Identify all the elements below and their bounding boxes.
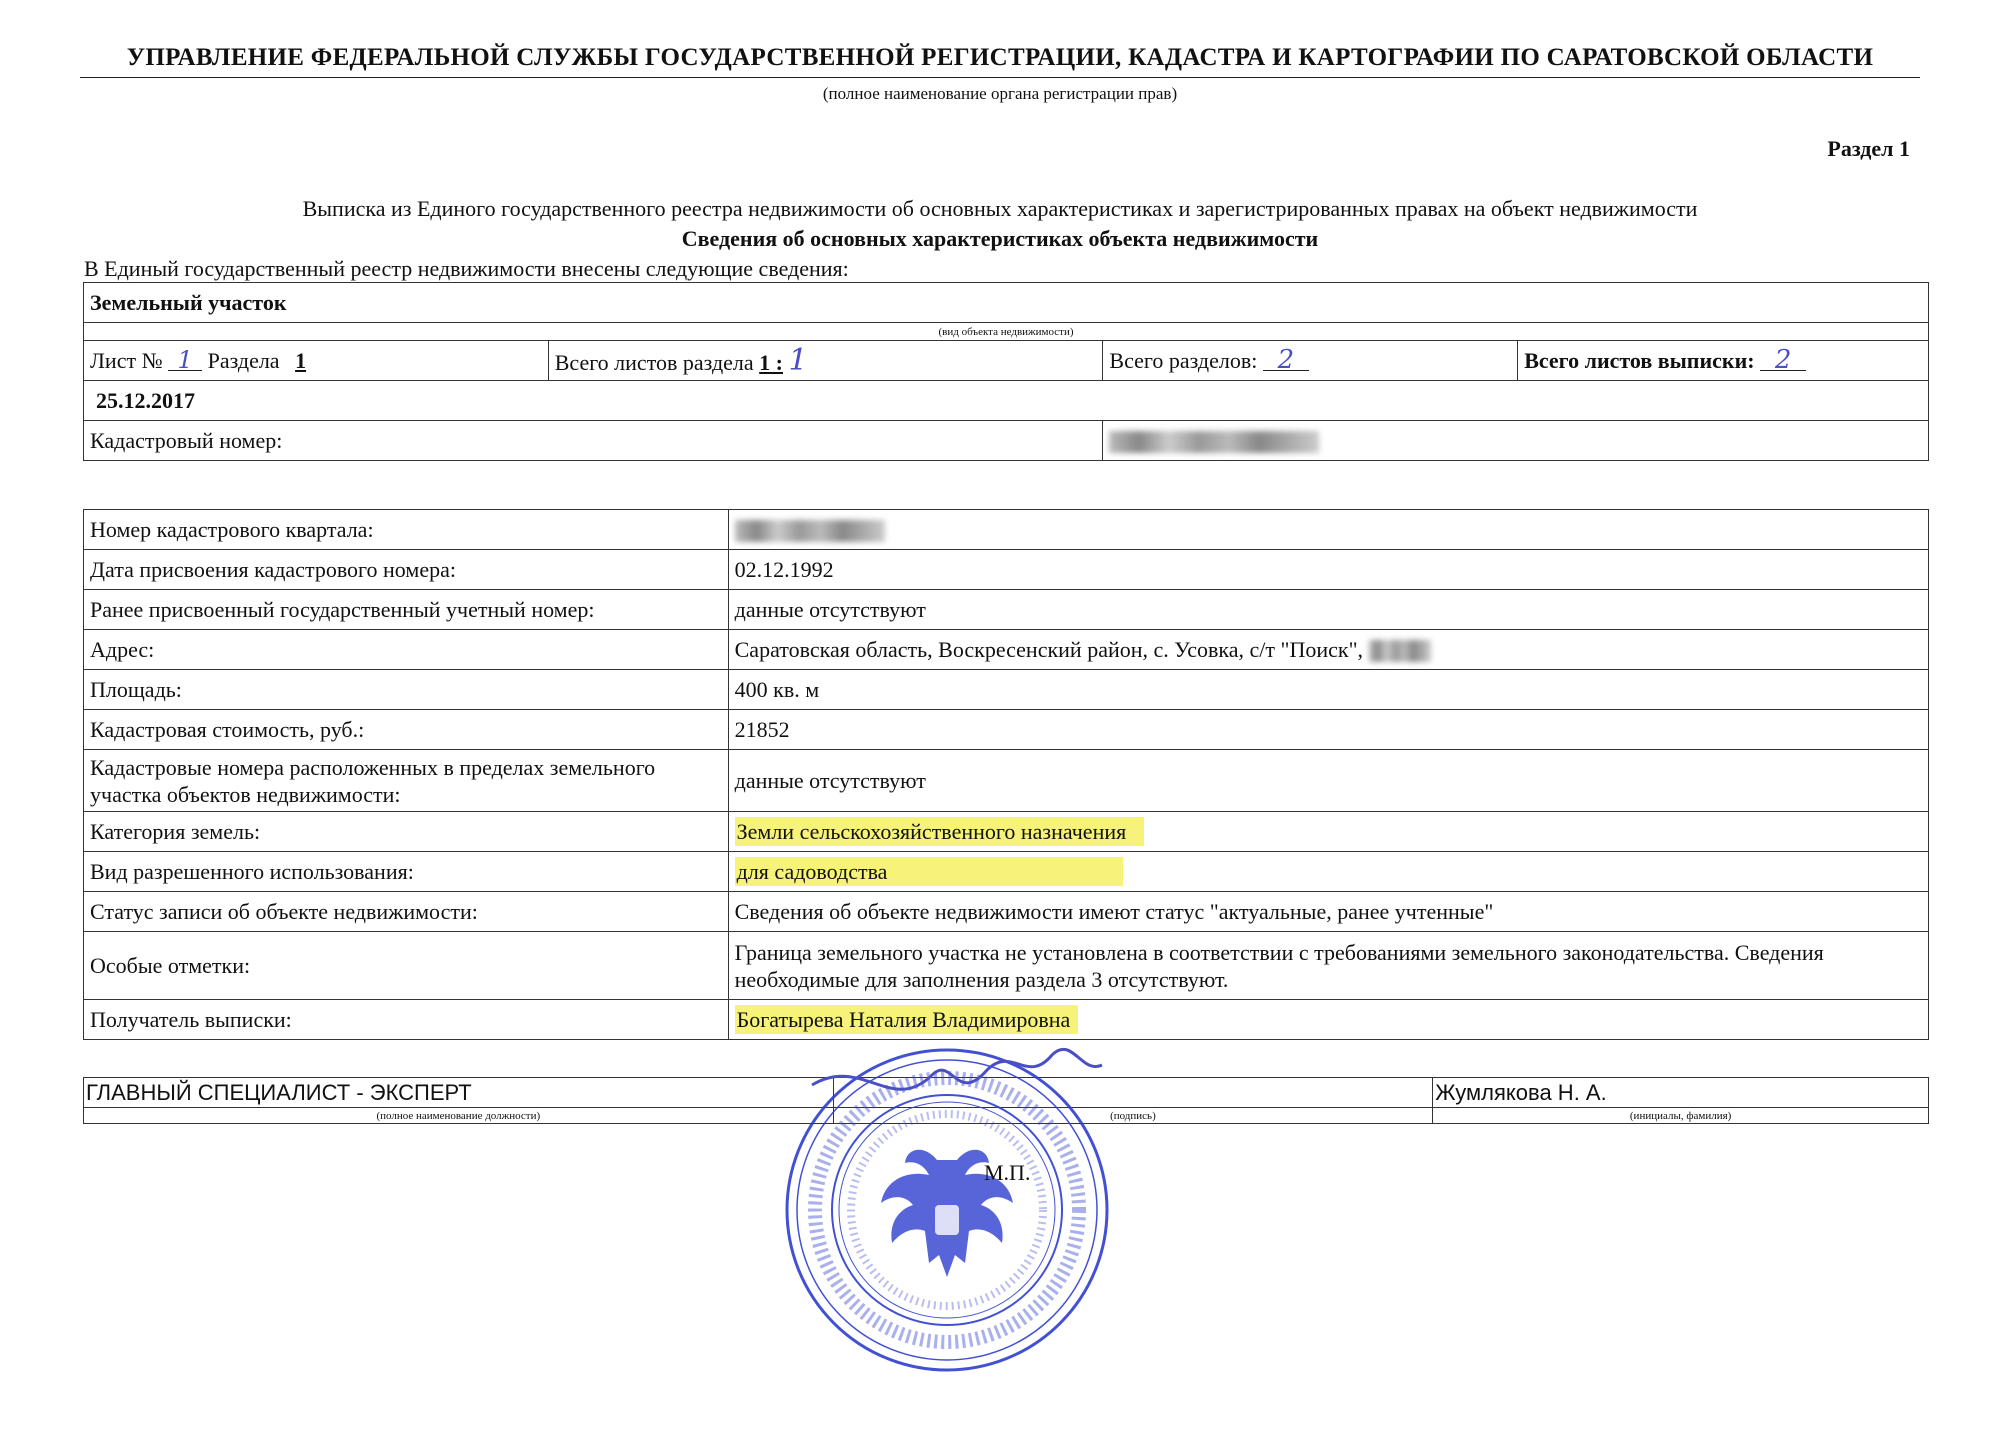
signer-position: ГЛАВНЫЙ СПЕЦИАЛИСТ - ЭКСПЕРТ — [84, 1078, 834, 1108]
signature-caption: (подпись) — [833, 1108, 1433, 1124]
table-row — [84, 590, 1929, 630]
total-extract-sheets-cell — [1518, 341, 1929, 381]
official-seal-icon — [782, 1045, 1112, 1375]
detail-label: Особые отметки: — [84, 932, 729, 1000]
detail-label: Ранее присвоенный государственный учетный номер: — [84, 590, 729, 630]
document-title: Выписка из Единого государственного реестра недвижимости об основных характеристиках и зарегистрированных правах на объект недвижимости — [302, 196, 1698, 221]
name-caption: (инициалы, фамилия) — [1433, 1108, 1929, 1124]
total-sections-cell — [1103, 341, 1518, 381]
detail-label: Кадастровая стоимость, руб.: — [84, 710, 729, 750]
table-row — [84, 630, 1929, 670]
land-category-highlight: Земли сельскохозяйственного назначения — [735, 817, 1145, 846]
detail-value — [728, 510, 1928, 550]
detail-label: Адрес: — [84, 630, 729, 670]
organization-underline — [80, 77, 1920, 78]
total-extract-sheets-label: Всего листов выписки: — [1524, 347, 1755, 373]
table-row — [84, 852, 1929, 892]
table-row — [84, 550, 1929, 590]
detail-value — [728, 1000, 1928, 1040]
details-table — [83, 509, 1929, 1040]
section-of-value: 1 — [295, 347, 307, 373]
total-section-sheets-label: Всего листов раздела — [554, 350, 754, 375]
section-of-label: Раздела — [207, 347, 280, 373]
object-header-table — [83, 282, 1929, 461]
detail-label: Получатель выписки: — [84, 1000, 729, 1040]
detail-value: данные отсутствуют — [728, 590, 1928, 630]
detail-value — [728, 630, 1928, 670]
detail-label: Статус записи об объекте недвижимости: — [84, 892, 729, 932]
total-section-sheets-value: 1 : — [759, 350, 783, 375]
total-section-sheets-handwritten: 1 — [788, 343, 808, 378]
redacted-plot-number — [1369, 640, 1431, 662]
detail-label: Категория земель: — [84, 812, 729, 852]
organization-name: УПРАВЛЕНИЕ ФЕДЕРАЛЬНОЙ СЛУЖБЫ ГОСУДАРСТВЕННОЙ РЕГИСТРАЦИИ, КАДАСТРА И КАРТОГРАФИИ ПО САРАТОВСКОЙ ОБЛАСТИ — [126, 44, 1874, 71]
table-row — [84, 892, 1929, 932]
table-row — [84, 750, 1929, 812]
redacted-cadastral-number — [1109, 431, 1319, 453]
detail-value — [728, 852, 1928, 892]
table-row — [84, 932, 1929, 1000]
total-section-sheets-cell — [548, 341, 1103, 381]
signer-name: Жумлякова Н. А. — [1433, 1078, 1929, 1108]
stamp-mark: М.П. — [984, 1160, 1031, 1185]
recipient-highlight: Богатырева Наталия Владимировна — [735, 1005, 1079, 1034]
intro-text: В Единый государственный реестр недвижимости внесены следующие сведения: — [84, 256, 849, 281]
sheet-number-handwritten: 1 — [168, 350, 202, 371]
detail-label: Вид разрешенного использования: — [84, 852, 729, 892]
table-row — [84, 670, 1929, 710]
sheet-label: Лист № — [90, 347, 163, 373]
detail-value: Сведения об объекте недвижимости имеют статус "актуальные, ранее учтенные" — [728, 892, 1928, 932]
table-row — [84, 1000, 1929, 1040]
detail-value: данные отсутствуют — [728, 750, 1928, 812]
sheet-cell — [84, 341, 549, 381]
extract-date: 25.12.2017 — [84, 381, 1929, 421]
permitted-use-highlight: для садоводства — [735, 857, 1124, 886]
cadastral-number-label: Кадастровый номер: — [84, 421, 1103, 461]
table-row — [84, 812, 1929, 852]
total-extract-sheets-handwritten: 2 — [1760, 350, 1806, 371]
total-sections-label: Всего разделов: — [1109, 347, 1258, 373]
total-sections-handwritten: 2 — [1263, 350, 1309, 371]
object-type: Земельный участок — [84, 283, 1929, 323]
detail-value: 21852 — [728, 710, 1928, 750]
detail-label: Дата присвоения кадастрового номера: — [84, 550, 729, 590]
position-caption: (полное наименование должности) — [84, 1108, 834, 1124]
detail-value — [728, 812, 1928, 852]
detail-label: Площадь: — [84, 670, 729, 710]
table-row — [84, 510, 1929, 550]
address-text: Саратовская область, Воскресенский район, с. Усовка, с/т "Поиск", — [734, 636, 1364, 662]
organization-caption: (полное наименование органа регистрации прав) — [822, 84, 1178, 103]
cadastral-number-value — [1103, 421, 1929, 461]
detail-value: 400 кв. м — [728, 670, 1928, 710]
detail-label: Номер кадастрового квартала: — [84, 510, 729, 550]
object-type-caption: (вид объекта недвижимости) — [84, 323, 1929, 341]
detail-value: Граница земельного участка не установлена в соответствии с требованиями земельного законодательства. Сведения необходимые для заполнения раздела 3 отсутствуют. — [728, 932, 1928, 1000]
table-row — [84, 710, 1929, 750]
detail-value: 02.12.1992 — [728, 550, 1928, 590]
detail-label: Кадастровые номера расположенных в пределах земельного участка объектов недвижимости: — [84, 750, 729, 812]
redacted-quarter-number — [735, 520, 885, 542]
section-label: Раздел 1 — [1827, 136, 1910, 161]
document-subtitle: Сведения об основных характеристиках объекта недвижимости — [681, 226, 1319, 251]
